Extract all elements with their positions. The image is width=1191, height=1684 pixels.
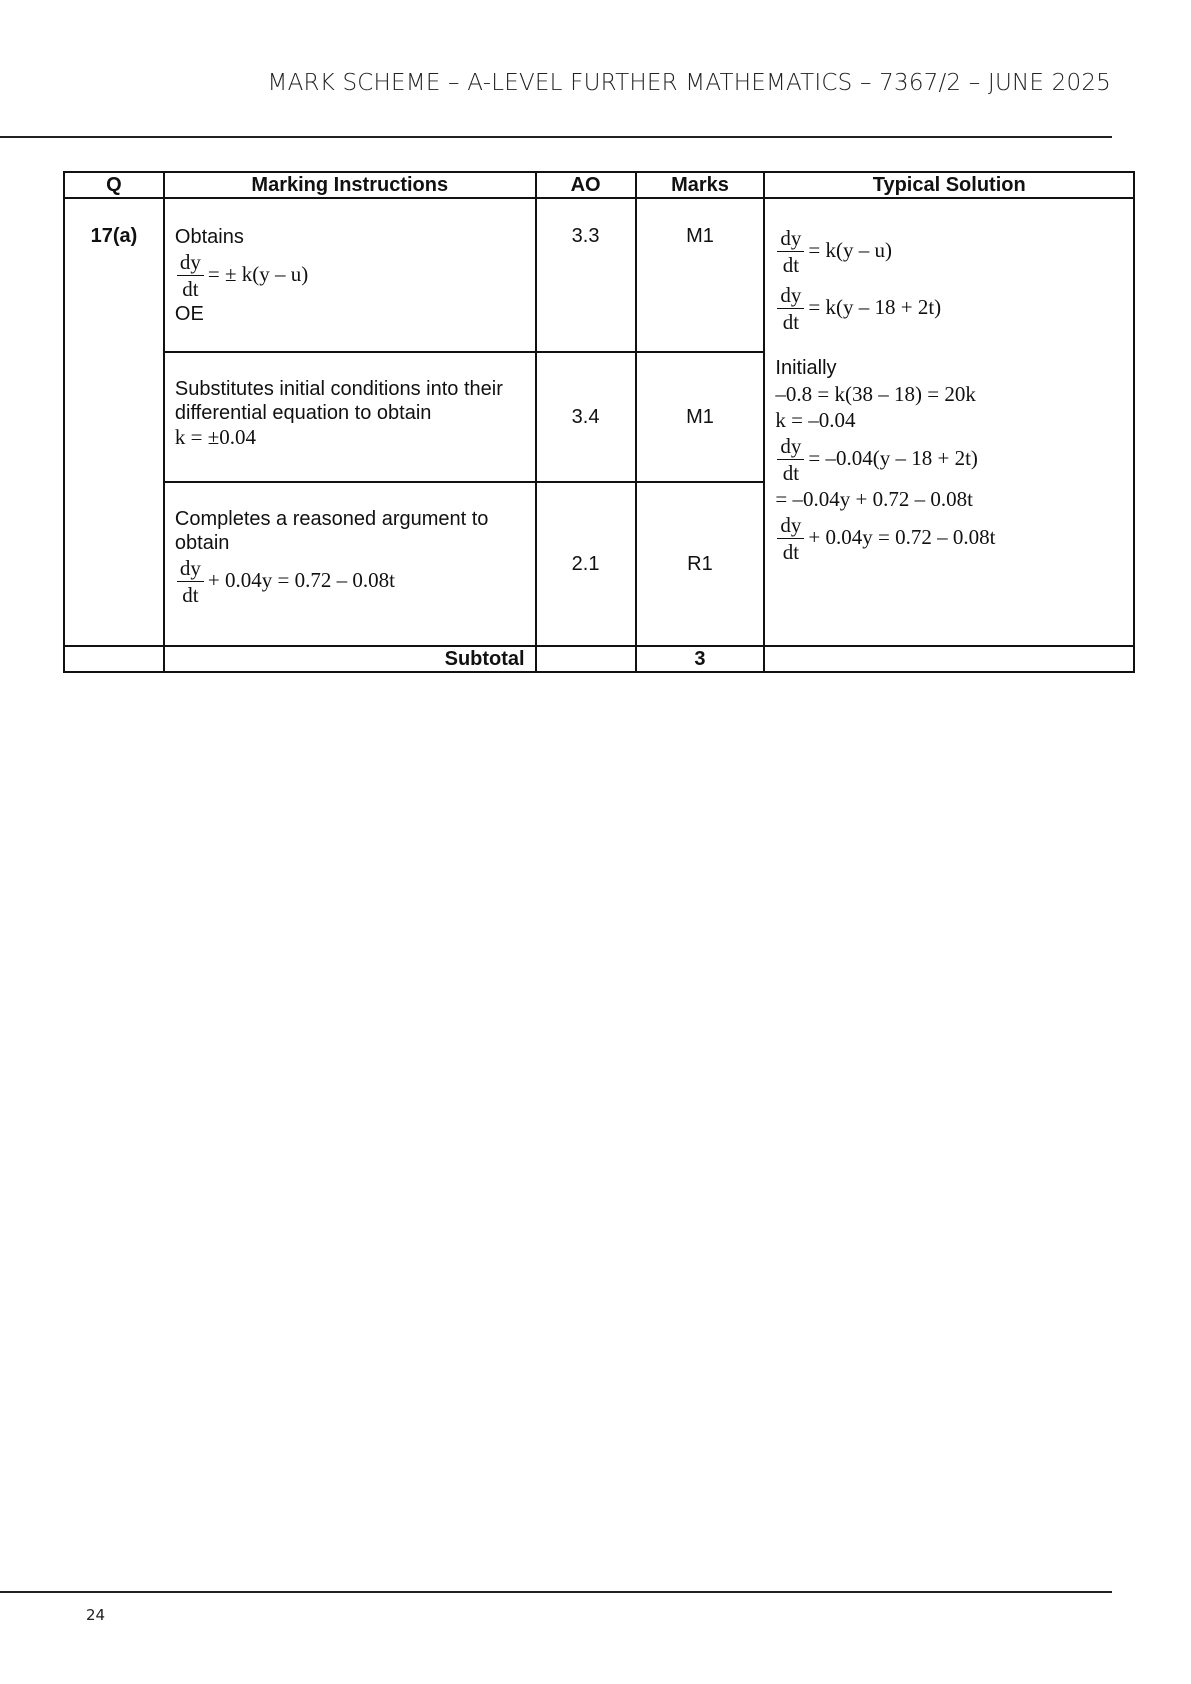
mark-cell: M1 — [636, 352, 765, 482]
solution-line — [775, 433, 1123, 486]
instruction-cell — [164, 352, 536, 482]
fraction-denominator: dt — [182, 277, 199, 301]
subtotal-label: Subtotal — [164, 646, 536, 672]
solution-line: Initially — [775, 357, 837, 379]
fraction-numerator: dy — [777, 433, 804, 460]
subtotal-value: 3 — [636, 646, 765, 672]
fraction-denominator: dt — [182, 583, 199, 607]
subtotal-empty-cell — [536, 646, 636, 672]
fraction-denominator: dt — [782, 310, 800, 334]
derivative-fraction — [177, 249, 204, 302]
derivative-fraction — [777, 433, 804, 486]
ao-cell: 3.4 — [536, 352, 636, 482]
solution-line: –0.8 = k(38 – 18) = 20k — [775, 382, 976, 406]
instruction-math: k = ±0.04 — [174, 425, 257, 449]
column-header-solution: Typical Solution — [764, 172, 1134, 198]
instruction-text: Substitutes initial conditions into their differential equation to obtain — [174, 378, 503, 424]
solution-line: k = –0.04 — [775, 408, 856, 432]
fraction-denominator: dt — [782, 461, 800, 485]
fraction-numerator: dy — [777, 282, 804, 309]
instruction-equation — [175, 555, 525, 608]
fraction-numerator: dy — [177, 249, 204, 276]
fraction-numerator: dy — [777, 512, 804, 539]
derivative-fraction — [177, 555, 204, 608]
instruction-text: Obtains — [174, 226, 244, 248]
solution-rhs: = –0.04(y – 18 + 2t) — [808, 445, 978, 470]
instruction-text: Completes a reasoned argument to obtain — [174, 508, 489, 554]
instruction-cell — [164, 198, 536, 352]
column-header-q: Q — [64, 172, 164, 198]
table-header-row — [64, 172, 1134, 198]
equation-rhs: = ± k(y – u) — [207, 261, 309, 286]
instruction-note: OE — [174, 303, 204, 325]
fraction-numerator: dy — [177, 555, 204, 582]
document-header-title: MARK SCHEME – A-LEVEL FURTHER MATHEMATICS – 7367/2 – JUNE 2025 — [267, 70, 1111, 96]
solution-line — [775, 512, 1123, 565]
derivative-fraction — [777, 225, 804, 278]
typical-solution-cell — [764, 198, 1134, 646]
page-number: 24 — [86, 1606, 106, 1624]
solution-rhs: = k(y – u) — [808, 237, 893, 262]
footer-divider — [0, 1591, 1112, 1593]
solution-line — [775, 282, 1123, 335]
derivative-fraction — [777, 512, 804, 565]
table-row — [64, 198, 1134, 352]
derivative-fraction — [777, 282, 804, 335]
fraction-numerator: dy — [777, 225, 804, 252]
mark-cell: R1 — [636, 482, 765, 646]
subtotal-row — [64, 646, 1134, 672]
header-divider — [0, 136, 1112, 138]
fraction-denominator: dt — [782, 540, 800, 564]
question-number: 17(a) — [64, 198, 164, 646]
instruction-equation — [175, 249, 525, 302]
mark-cell: M1 — [636, 198, 765, 352]
solution-line — [775, 225, 1123, 278]
mark-scheme-table — [63, 171, 1135, 673]
solution-rhs: + 0.04y = 0.72 – 0.08t — [808, 524, 996, 549]
instruction-cell — [164, 482, 536, 646]
fraction-denominator: dt — [782, 253, 800, 277]
equation-rhs: + 0.04y = 0.72 – 0.08t — [207, 567, 395, 592]
column-header-instructions: Marking Instructions — [164, 172, 536, 198]
column-header-ao: AO — [536, 172, 636, 198]
solution-line: = –0.04y + 0.72 – 0.08t — [775, 487, 973, 511]
subtotal-empty-cell — [764, 646, 1134, 672]
ao-cell: 2.1 — [536, 482, 636, 646]
column-header-marks: Marks — [636, 172, 765, 198]
subtotal-empty-cell — [64, 646, 164, 672]
ao-cell: 3.3 — [536, 198, 636, 352]
solution-rhs: = k(y – 18 + 2t) — [808, 294, 942, 319]
